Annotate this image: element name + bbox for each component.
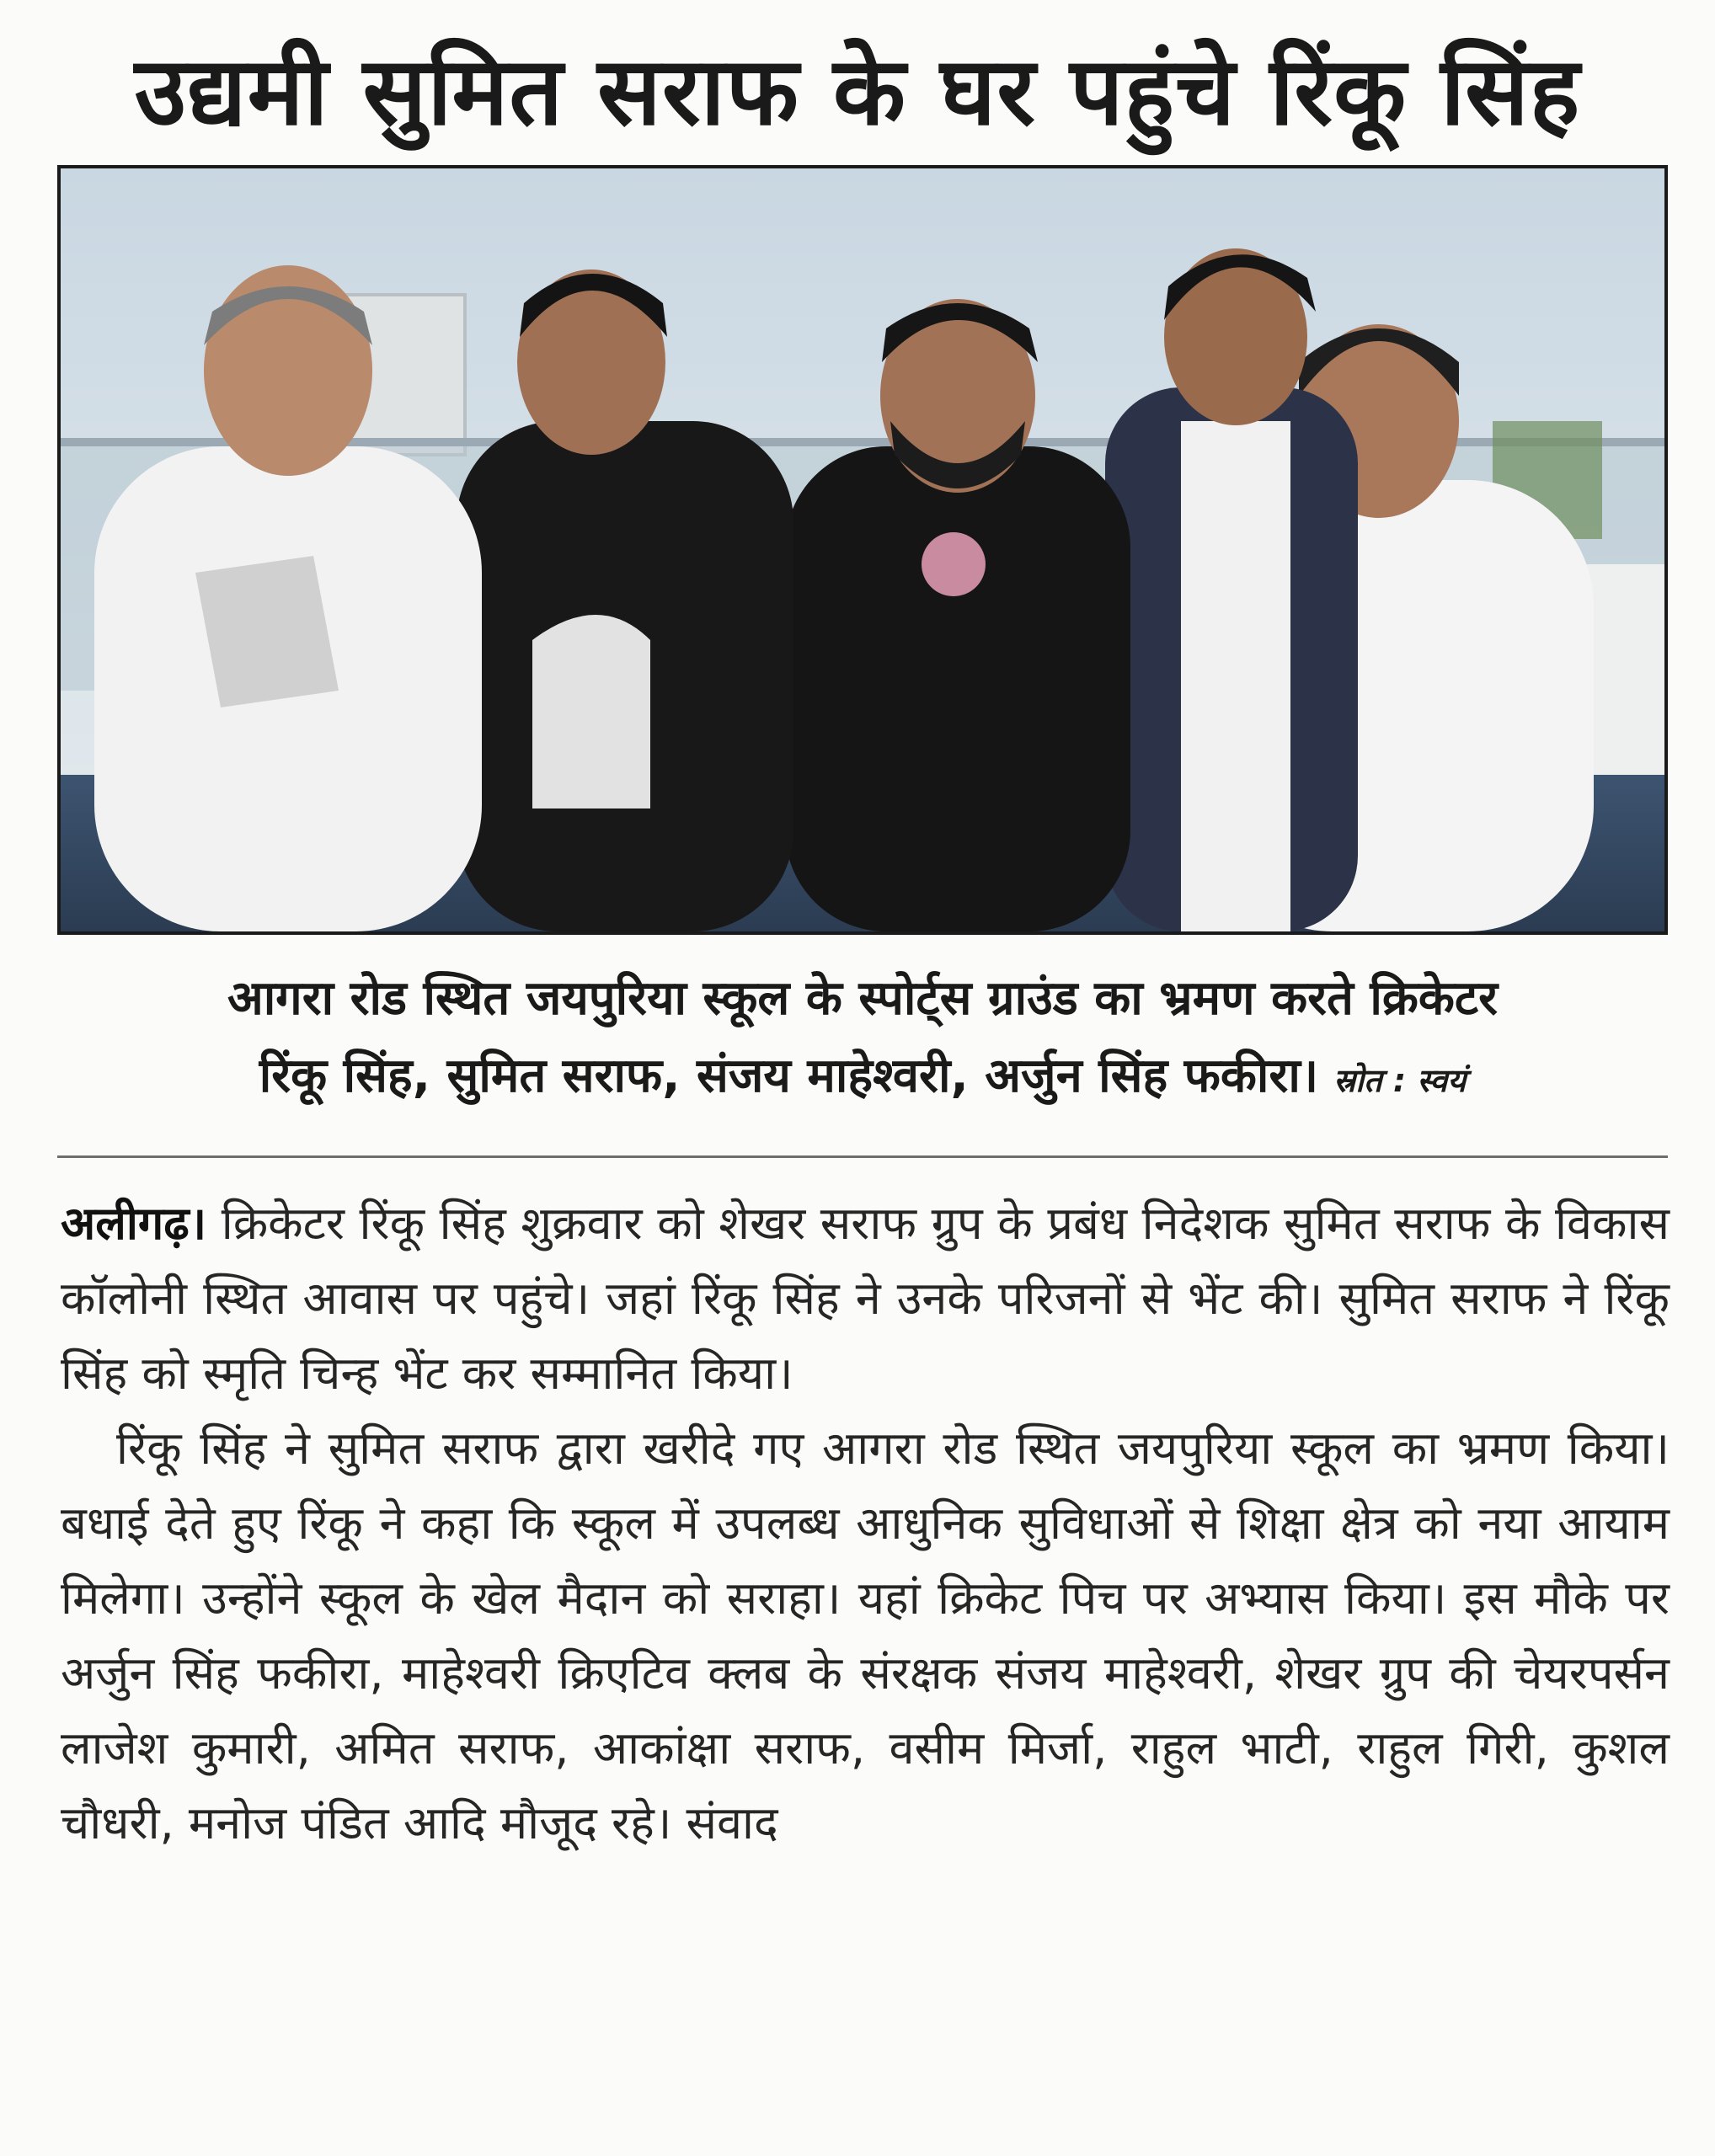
headline: उद्यमी सुमित सराफ के घर पहुंचे रिंकू सिंह bbox=[134, 36, 1581, 147]
article-body bbox=[61, 1186, 1670, 1860]
dateline: अलीगढ़। bbox=[61, 1197, 207, 1250]
caption-line-1: आगरा रोड स्थित जयपुरिया स्कूल के स्पोर्ट्स ग्राउंड का भ्रमण करते क्रिकेटर bbox=[227, 971, 1499, 1026]
news-photo bbox=[57, 165, 1668, 935]
section-divider bbox=[57, 1155, 1668, 1158]
paragraph-2-text: रिंकू सिंह ने सुमित सराफ द्वारा खरीदे गए आगरा रोड स्थित जयपुरिया स्कूल का भ्रमण किया। बधाई देते हुए रिंकू ने कहा कि स्कूल में उपलब्ध आधुनिक सुविधाओं से शिक्षा क्षेत्र को नया आयाम मिलेगा। उन्होंने स्कूल के खेल मैदान को सराहा। यहां क्रिकेट पिच पर अभ्यास किया। इस मौके पर अर्जुन सिंह फकीरा, माहेश्वरी क्रिएटिव क्लब के संरक्षक संजय माहेश्वरी, शेखर ग्रुप की चेयरपर्सन लाजेश कुमारी, अमित सराफ, आकांक्षा सराफ, वसीम मिर्जा, राहुल भाटी, राहुल गिरी, कुशल चौधरी, मनोज पंडित आदि मौजूद रहे। bbox=[61, 1422, 1670, 1849]
article-paragraph-1 bbox=[61, 1186, 1670, 1411]
photo-caption bbox=[57, 960, 1668, 1119]
caption-line-2-text: रिंकू सिंह, सुमित सराफ, संजय माहेश्वरी, अर्जुन सिंह फकीरा। bbox=[259, 1049, 1319, 1103]
photo-credit: स्रोत : स्वयं bbox=[1333, 1062, 1467, 1099]
paragraph-1-text: क्रिकेटर रिंकू सिंह शुक्रवार को शेखर सराफ ग्रुप के प्रबंध निदेशक सुमित सराफ के विकास कॉलोनी स्थित आवास पर पहुंचे। जहां रिंकू सिंह ने उनके परिजनों से भेंट की। सुमित सराफ ने रिंकू सिंह को स्मृति चिन्ह भेंट कर सम्मानित किया। bbox=[61, 1197, 1670, 1400]
article-paragraph-2 bbox=[61, 1411, 1670, 1860]
signoff: संवाद bbox=[686, 1796, 778, 1849]
group-photo-illustration bbox=[61, 168, 1664, 931]
caption-line-2 bbox=[57, 1038, 1668, 1119]
